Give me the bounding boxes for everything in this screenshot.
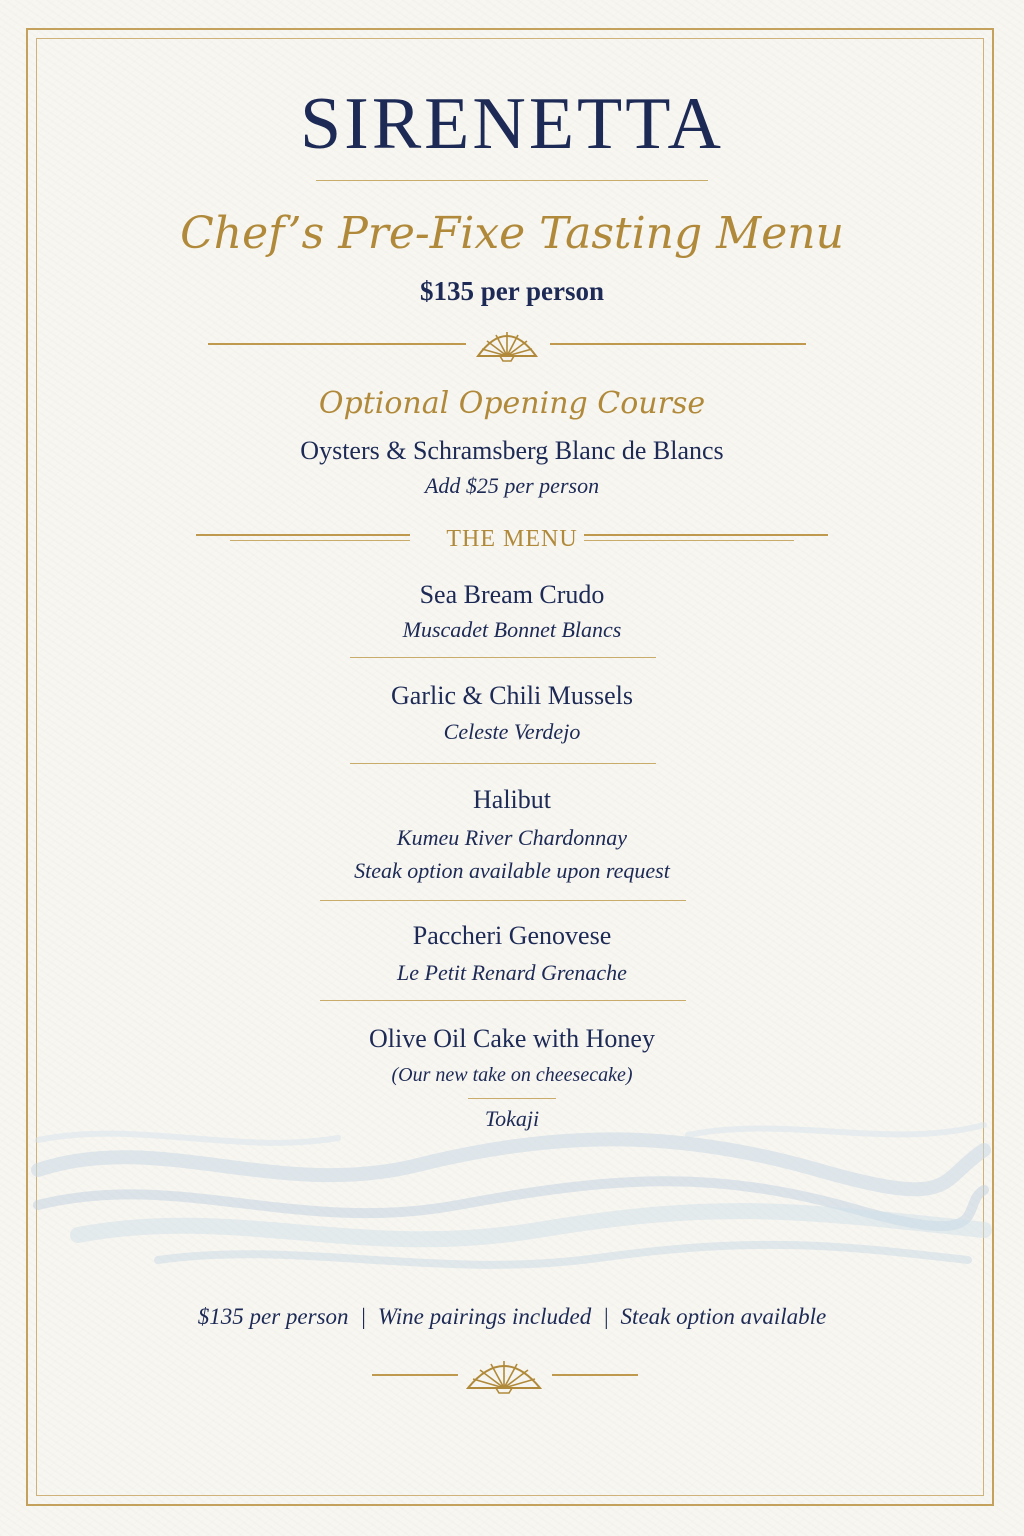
restaurant-name: SIRENETTA: [300, 83, 724, 165]
course-divider: [320, 1000, 686, 1001]
course-divider: [350, 657, 656, 658]
course-dish: Halibut: [473, 785, 551, 814]
footer-shell-divider-right: [552, 1374, 638, 1376]
opening-course-addon: Add $25 per person: [424, 473, 600, 498]
course-pairing: Tokaji: [484, 1106, 540, 1131]
menu-section-label: THE MENU: [446, 526, 578, 552]
wave-decoration: [38, 1110, 984, 1290]
footer-summary: $135 per person | Wine pairings included | Steak option available: [197, 1304, 827, 1329]
course-pairing: Celeste Verdejo: [443, 719, 581, 744]
opening-course-dish: Oysters & Schramsberg Blanc de Blancs: [300, 436, 724, 465]
footer-shell-divider-left: [372, 1374, 458, 1376]
course-pairing: Le Petit Renard Grenache: [397, 960, 627, 985]
course-pairing: Muscadet Bonnet Blancs: [402, 617, 622, 642]
course-pairing: Kumeu River Chardonnay: [396, 825, 628, 850]
menu-subtitle: Chef’s Pre-Fixe Tasting Menu: [180, 208, 844, 259]
course-note: Steak option available upon request: [354, 858, 670, 883]
shell-divider-left: [208, 343, 466, 345]
opening-course-title: Optional Opening Course: [318, 386, 706, 421]
shell-icon: [474, 326, 540, 362]
title-divider: [316, 180, 708, 181]
course-dish: Garlic & Chili Mussels: [391, 681, 633, 710]
course-note-divider: [468, 1098, 556, 1099]
menu-price: $135 per person: [419, 276, 604, 306]
course-divider: [350, 763, 656, 764]
course-divider: [320, 900, 686, 901]
course-note: (Our new take on cheesecake): [391, 1064, 633, 1086]
shell-divider-right: [550, 343, 806, 345]
course-dish: Sea Bream Crudo: [419, 580, 605, 609]
shell-icon: [464, 1356, 544, 1394]
course-dish: Paccheri Genovese: [412, 921, 612, 950]
course-dish: Olive Oil Cake with Honey: [369, 1024, 655, 1053]
